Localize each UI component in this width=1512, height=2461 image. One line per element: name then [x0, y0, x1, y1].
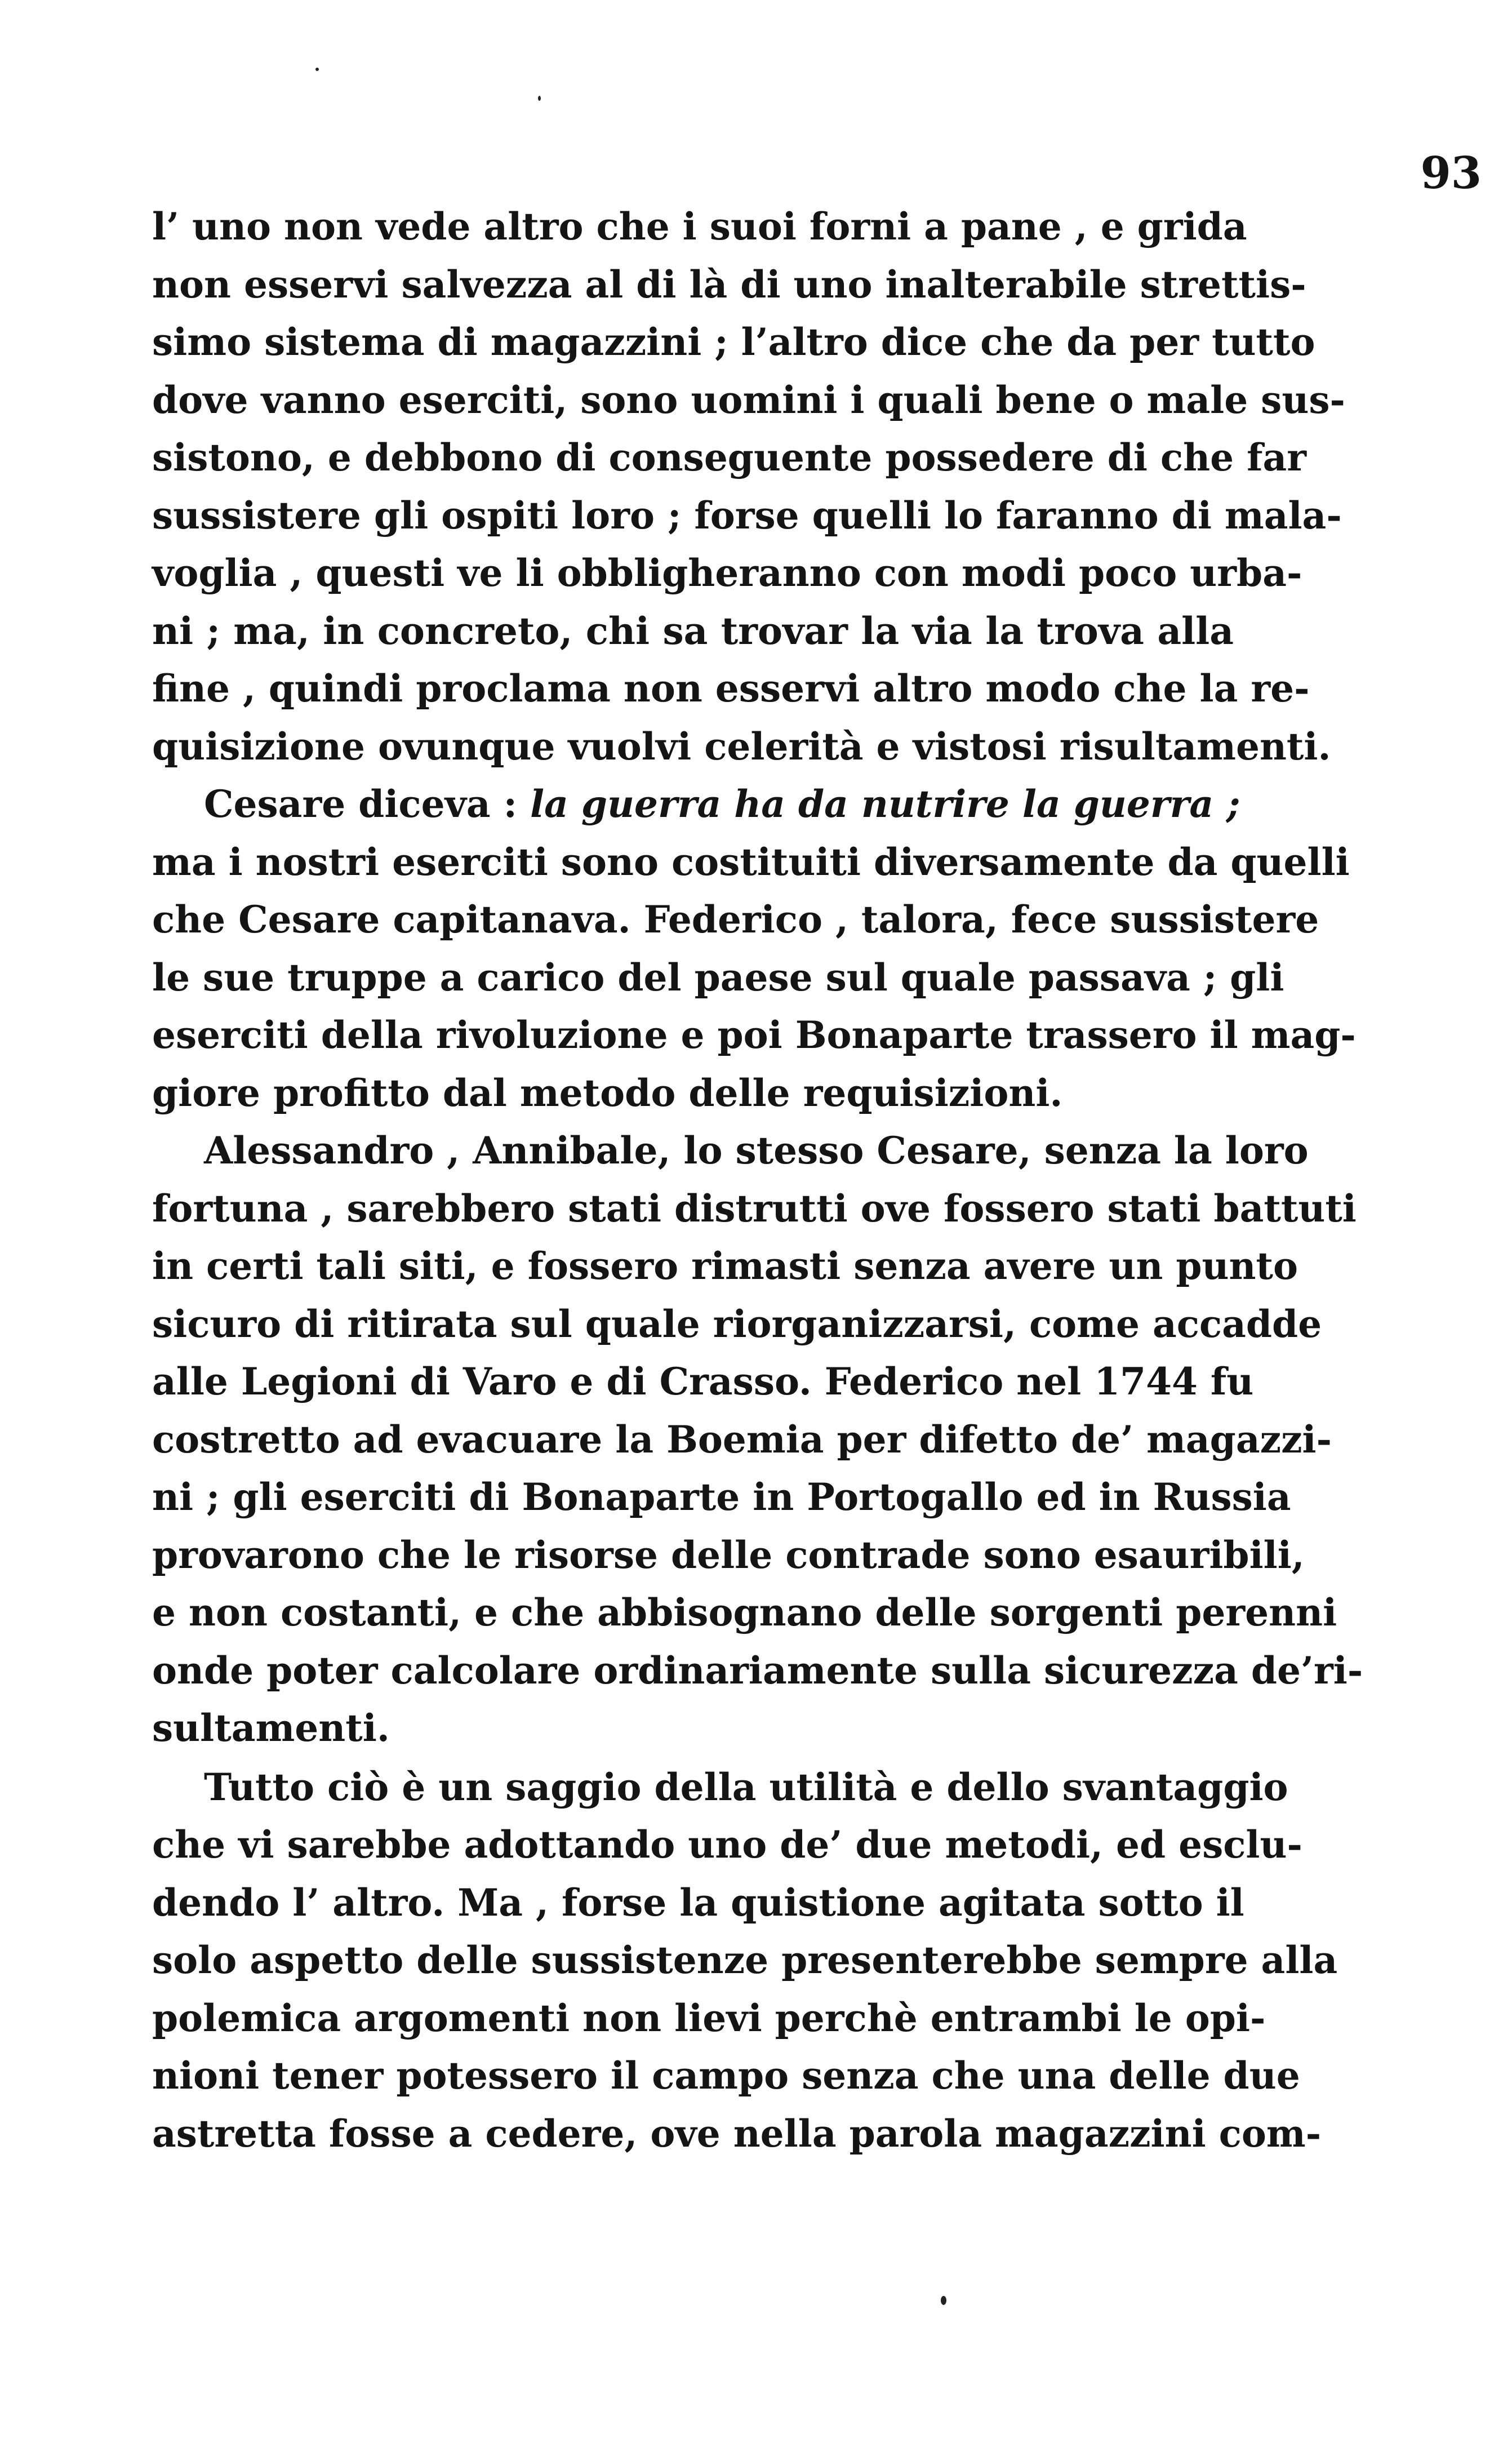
text-line: ni ; gli eserciti di Bonaparte in Portogallo ed in Russia — [152, 1475, 1291, 1519]
text-line: sultamenti. — [152, 1706, 390, 1750]
text-line: ma i nostri eserciti sono costituiti diversamente da quelli — [152, 840, 1350, 884]
text-line: eserciti della rivoluzione e poi Bonaparte trassero il mag- — [152, 1013, 1356, 1057]
text-line: ni ; ma, in concreto, chi sa trovar la via la trova alla — [152, 609, 1234, 653]
text-line: Tutto ciò è un saggio della utilità e dello svantaggio — [204, 1765, 1288, 1809]
text-line: fortuna , sarebbero stati distrutti ove fossero stati battuti — [152, 1187, 1357, 1230]
text-line — [204, 776, 1240, 832]
text-line: simo sistema di magazzini ; l’altro dice che da per tutto — [152, 320, 1315, 364]
text-line: sistono, e debbono di conseguente possedere di che far — [152, 436, 1306, 479]
text-line: che vi sarebbe adottando uno de’ due metodi, ed esclu- — [152, 1823, 1302, 1867]
text-span: Cesare diceva : — [204, 782, 531, 826]
text-line: alle Legioni di Varo e di Crasso. Federico nel 1744 fu — [152, 1360, 1254, 1403]
text-line: fine , quindi proclama non esservi altro modo che la re- — [152, 667, 1310, 710]
text-line: voglia , questi ve li obbligheranno con modi poco urba- — [152, 551, 1302, 595]
text-line: quisizione ovunque vuolvi celerità e vistosi risultamenti. — [152, 725, 1331, 768]
text-line: dove vanno eserciti, sono uomini i quali bene o male sus- — [152, 378, 1345, 422]
text-line: astretta fosse a cedere, ove nella parola magazzini com- — [152, 2112, 1322, 2156]
text-line: l’ uno non vede altro che i suoi forni a pane , e grida — [152, 205, 1247, 248]
text-line: onde poter calcolare ordinariamente sulla sicurezza de’ri- — [152, 1649, 1363, 1693]
text-line: in certi tali siti, e fossero rimasti senza avere un punto — [152, 1244, 1298, 1288]
text-line: costretto ad evacuare la Boemia per difetto de’ magazzi- — [152, 1418, 1332, 1462]
text-line: non esservi salvezza al di là di uno inalterabile strettis- — [152, 263, 1306, 306]
text-line: dendo l’ altro. Ma , forse la quistione agitata sotto il — [152, 1881, 1244, 1925]
text-line: solo aspetto delle sussistenze presenterebbe sempre alla — [152, 1938, 1338, 1982]
italic-quote: la guerra ha da nutrire la guerra ; — [530, 782, 1240, 826]
text-line: Alessandro , Annibale, lo stesso Cesare, senza la loro — [204, 1129, 1309, 1172]
text-line: polemica argomenti non lievi perchè entrambi le opi- — [152, 1996, 1266, 2040]
text-line: le sue truppe a carico del paese sul quale passava ; gli — [152, 956, 1284, 999]
text-line: provarono che le risorse delle contrade sono esauribili, — [152, 1533, 1305, 1577]
ink-speck — [538, 96, 541, 101]
ink-speck — [941, 2296, 946, 2305]
ink-speck — [315, 68, 319, 71]
text-line: sicuro di ritirata sul quale riorganizzarsi, come accadde — [152, 1302, 1322, 1346]
page-number: 93 — [1420, 148, 1482, 199]
text-line: sussistere gli ospiti loro ; forse quelli lo faranno di mala- — [152, 494, 1342, 537]
text-line: che Cesare capitanava. Federico , talora, fece sussistere — [152, 898, 1319, 941]
text-line: giore profitto dal metodo delle requisizioni. — [152, 1071, 1063, 1115]
text-line: nioni tener potessero il campo senza che una delle due — [152, 2054, 1300, 2098]
text-line: e non costanti, e che abbisognano delle sorgenti perenni — [152, 1591, 1337, 1634]
